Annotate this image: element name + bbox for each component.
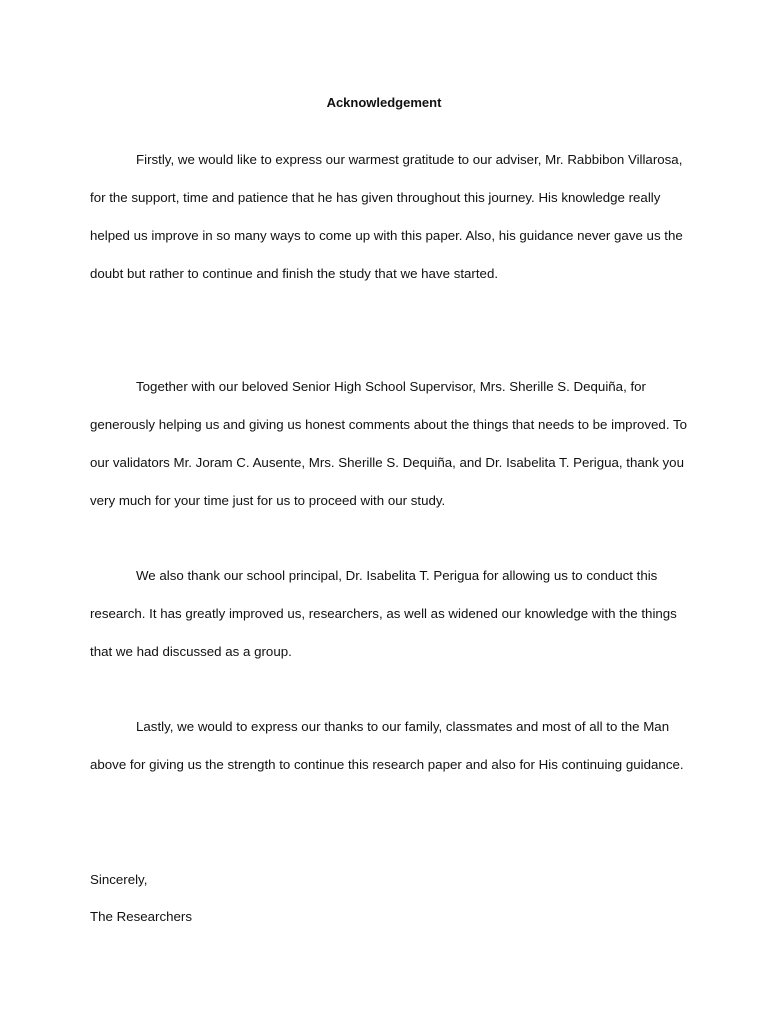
- paragraph-supervisor: Together with our beloved Senior High School Supervisor, Mrs. Sherille S. Dequiña, for generously helping us and giving us honest comments about the things that needs to be improved. To our validators Mr. Joram C. Ausente, Mrs. Sherille S. Dequiña, and Dr. Isabelita T. Perigua, thank you very much for your time just for us to proceed with our study.: [90, 379, 688, 508]
- paragraph-adviser: Firstly, we would like to express our warmest gratitude to our adviser, Mr. Rabbibon Villarosa, for the support, time and patience that he has given throughout this journey. His knowledge really helped us improve in so many ways to come up with this paper. Also, his guidance never gave us the doubt but rather to continue and finish the study that we have started.: [90, 152, 683, 281]
- paragraph-family: Lastly, we would to express our thanks to our family, classmates and most of all to the Man above for giving us the strength to continue this research paper and also for His continuing guidance.: [90, 719, 684, 772]
- document-title: Acknowledgement: [326, 95, 442, 110]
- paragraph-principal: We also thank our school principal, Dr. Isabelita T. Perigua for allowing us to conduct this research. It has greatly improved us, researchers, as well as widened our knowledge with the things that we had discussed as a group.: [90, 568, 677, 659]
- signature-text: The Researchers: [90, 909, 192, 924]
- closing-text: Sincerely,: [90, 872, 148, 887]
